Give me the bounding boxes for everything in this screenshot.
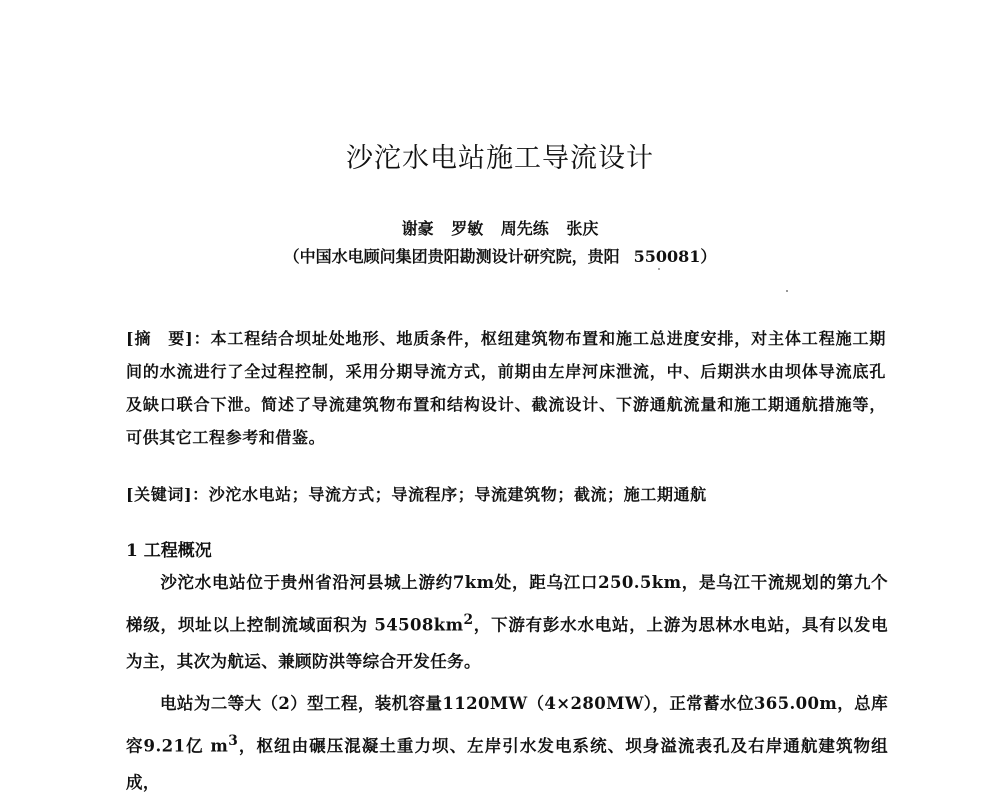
keywords xyxy=(126,482,886,505)
section-heading: 1 工程概况 xyxy=(126,541,212,561)
abstract-text: 本工程结合坝址处地形、地质条件，枢纽建筑物布置和施工总进度安排，对主体工程施工期间的水流进行了全过程控制，采用分期导流方式，前期由左岸河床泄流，中、后期洪水由坝体导流底孔及缺口联合下泄。简述了导流建筑物布置和结构设计、截流设计、下游通航流量和施工期通航措施等，可供其它工程参考和借鉴。 xyxy=(126,329,886,447)
author: 周先练 xyxy=(500,219,549,238)
affiliation: （中国水电顾问集团贵阳勘测设计研究院，贵阳 550081） xyxy=(283,247,717,266)
keywords-text: 沙沱水电站；导流方式；导流程序；导流建筑物；截流；施工期通航 xyxy=(208,485,707,504)
paper-title: 沙沱水电站施工导流设计 xyxy=(346,143,654,174)
body-paragraph: 沙沱水电站位于贵州省沿河县城上游约7km处，距乌江口250.5km，是乌江干流规划的第九个梯级，坝址以上控制流域面积为 $54508km^2$，下游有彭水水电站，上游为思林水电站，具有以发电为主，其次为航运、兼顾防洪等综合开发任务。 xyxy=(126,573,888,671)
keywords-label: [关键词]： xyxy=(126,485,209,504)
affiliation-name: 中国水电顾问集团贵阳勘测设计研究院，贵阳 xyxy=(299,247,620,266)
author: 罗敏 xyxy=(451,219,484,238)
abstract xyxy=(126,322,886,454)
author-list xyxy=(0,216,1000,239)
body-paragraph: 电站为二等大（2）型工程，装机容量1120MW（4×280MW），正常蓄水位365.00m，总库容9.21亿 $m^3$，枢纽由碾压混凝土重力坝、左岸引水发电系统、坝身溢流表孔及右岸通航建筑物组成， xyxy=(126,694,888,792)
scan-speck xyxy=(658,268,660,270)
author: 谢豪 xyxy=(401,219,434,238)
scan-speck xyxy=(786,290,788,292)
author: 张庆 xyxy=(566,219,599,238)
abstract-label: [摘 要]： xyxy=(126,329,211,348)
postcode: 550081 xyxy=(633,247,701,266)
